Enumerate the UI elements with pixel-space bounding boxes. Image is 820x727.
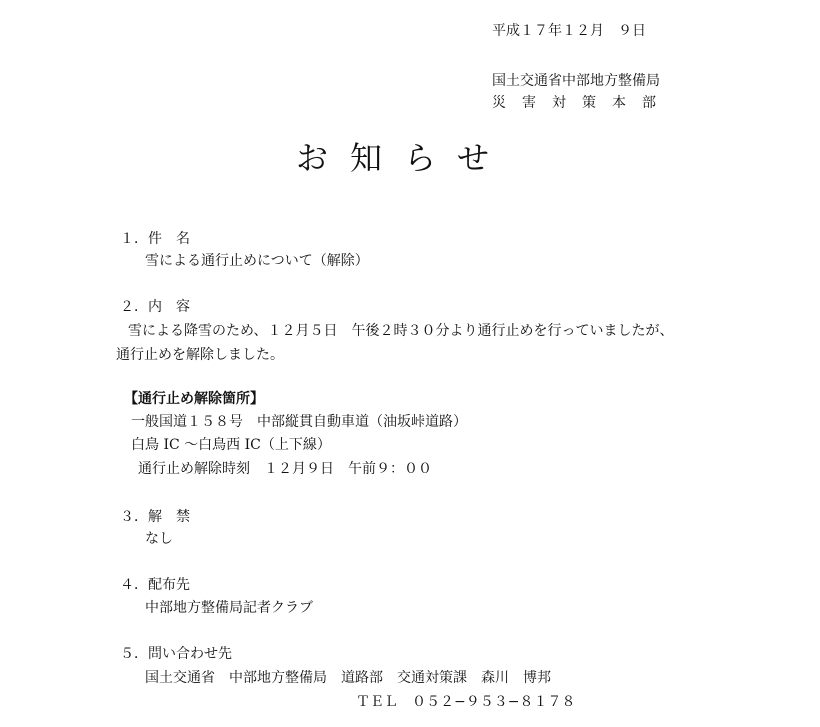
- section-3-heading: ３．解 禁: [120, 509, 190, 525]
- section-2-body-line-2: 通行止めを解除しました。: [116, 347, 284, 363]
- section-2-heading: ２．内 容: [120, 299, 190, 315]
- section-4-heading: ４．配布先: [120, 577, 190, 593]
- section-5-contact: 国土交通省 中部地方整備局 道路部 交通対策課 森川 博邦: [145, 670, 551, 686]
- document-title: お知らせ: [296, 139, 512, 177]
- section-4-body: 中部地方整備局記者クラブ: [145, 600, 313, 616]
- issuing-organization: 国土交通省中部地方整備局: [492, 73, 660, 89]
- section-2-time-line: 通行止め解除時刻 １２月９日 午前９：００: [138, 461, 432, 477]
- section-2-route-line-2: 白鳥 IC 〜白鳥西 IC（上下線）: [131, 437, 331, 453]
- section-2-subheading: 【通行止め解除箇所】: [124, 391, 264, 407]
- section-3-body: なし: [145, 531, 173, 547]
- issuing-department: 災 害 対 策 本 部: [492, 95, 657, 111]
- section-5-telephone: ＴＥＬ ０５２−９５３−８１７８: [356, 694, 576, 710]
- section-2-body-line-1: 雪による降雪のため、１２月５日 午後２時３０分より通行止めを行っていましたが、: [128, 323, 674, 339]
- document-date: 平成１７年１２月 ９日: [492, 23, 646, 39]
- section-5-heading: ５．問い合わせ先: [120, 646, 232, 662]
- section-1-heading: １．件 名: [120, 231, 190, 247]
- section-2-route-line-1: 一般国道１５８号 中部縦貫自動車道（油坂峠道路）: [131, 414, 467, 430]
- section-1-body: 雪による通行止めについて（解除）: [145, 253, 369, 269]
